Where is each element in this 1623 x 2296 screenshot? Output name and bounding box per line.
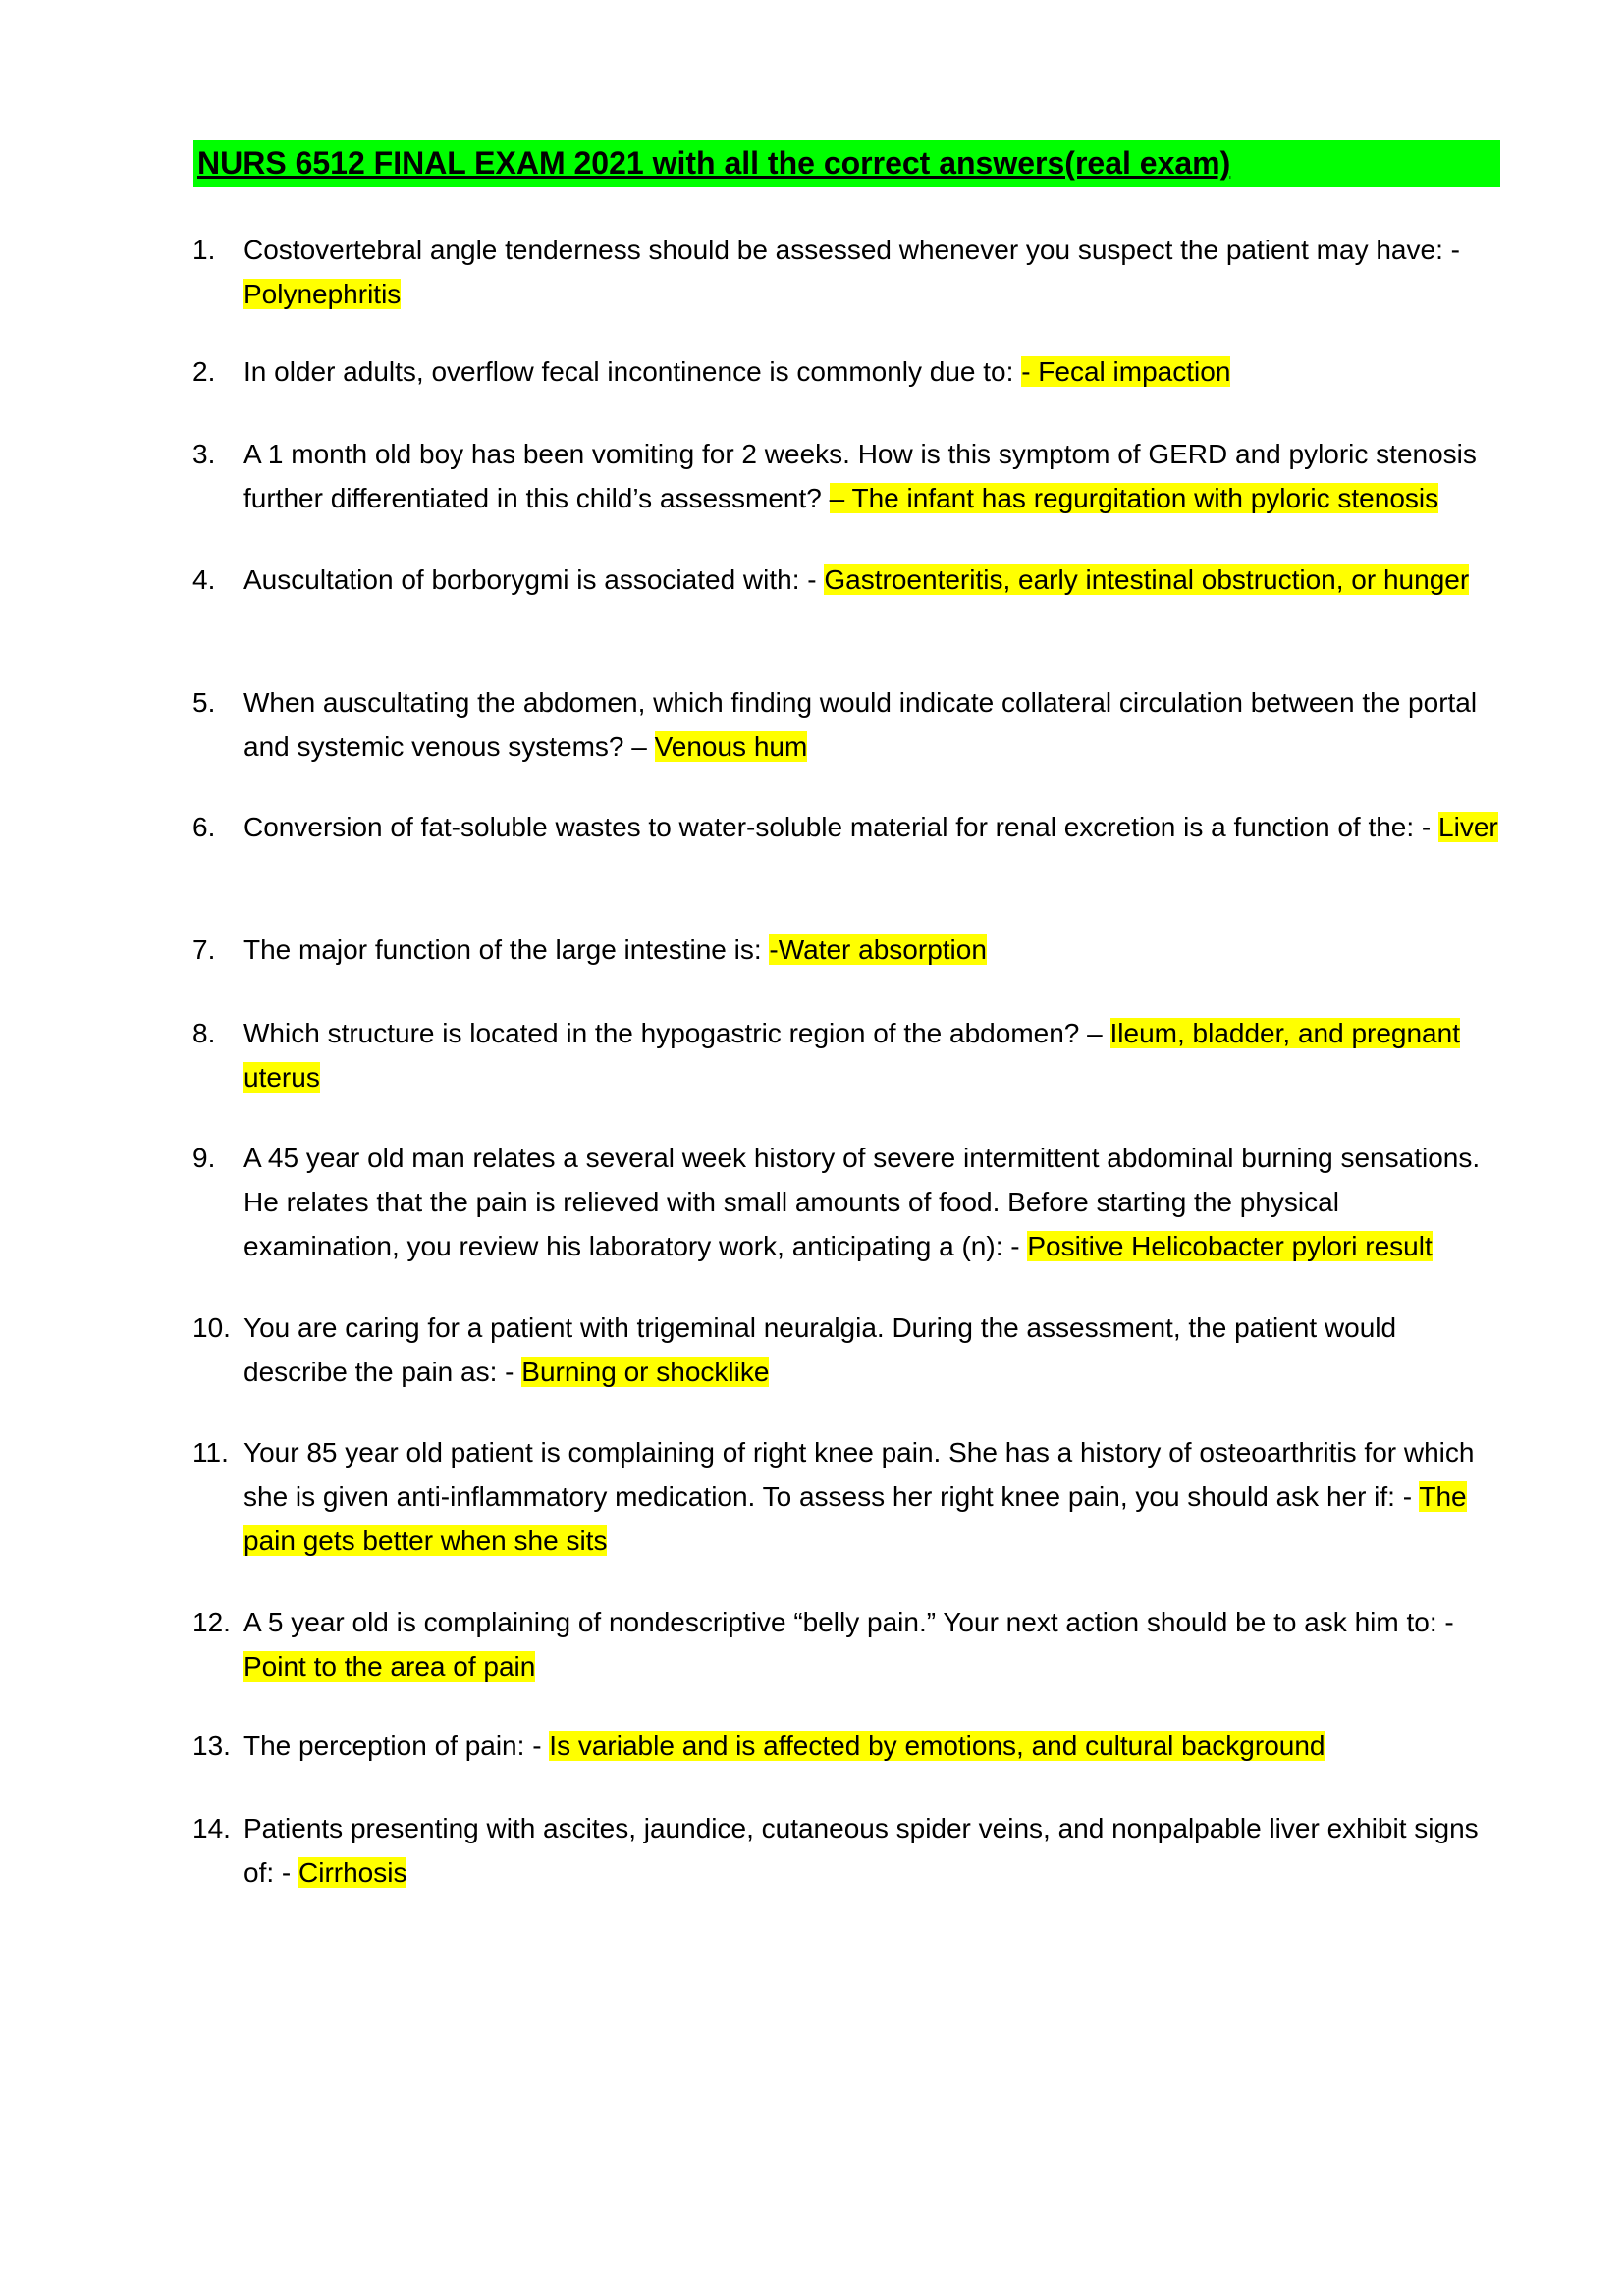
answer-highlight: Is variable and is affected by emotions, and cultural background xyxy=(549,1731,1325,1761)
question-prompt: Patients presenting with ascites, jaundice, cutaneous spider veins, and nonpalpable liver exhibit signs of: - xyxy=(243,1813,1479,1888)
question-body xyxy=(243,1306,1502,1394)
question-number: 7. xyxy=(192,934,216,965)
answer-highlight: Burning or shocklike xyxy=(521,1357,770,1387)
question-body xyxy=(243,1136,1502,1268)
question-body xyxy=(243,1724,1502,1768)
question-number: 12. xyxy=(192,1607,231,1637)
question-number: 4. xyxy=(192,564,216,595)
answer-highlight: Polynephritis xyxy=(243,279,402,309)
answer-highlight: Venous hum xyxy=(654,731,808,762)
question-number: 6. xyxy=(192,812,216,842)
question-prompt: Conversion of fat-soluble wastes to water-soluble material for renal excretion is a function of the: - xyxy=(243,812,1432,842)
answer-highlight: Cirrhosis xyxy=(298,1857,407,1888)
answer-highlight: - Fecal impaction xyxy=(1021,356,1231,387)
question-number: 8. xyxy=(192,1018,216,1048)
answer-highlight: Liver xyxy=(1438,812,1498,842)
question-body xyxy=(243,805,1502,849)
document-title: NURS 6512 FINAL EXAM 2021 with all the correct answers(real exam) xyxy=(197,145,1231,181)
question-prompt: A 1 month old boy has been vomiting for 2 weeks. How is this symptom of GERD and pyloric stenosis further differentiated in this child’s assessment? xyxy=(243,439,1477,513)
answer-highlight: Ileum, bladder, and pregnant uterus xyxy=(243,1018,1460,1093)
question-number: 13. xyxy=(192,1731,231,1761)
question-prompt: A 5 year old is complaining of nondescriptive “belly pain.” Your next action should be to ask him to: - xyxy=(243,1607,1454,1637)
question-prompt: Which structure is located in the hypogastric region of the abdomen? – xyxy=(243,1018,1103,1048)
question-prompt: Costovertebral angle tenderness should be assessed whenever you suspect the patient may have: - xyxy=(243,235,1460,265)
answer-highlight: Point to the area of pain xyxy=(243,1651,536,1682)
question-number: 9. xyxy=(192,1143,216,1173)
question-body xyxy=(243,558,1502,602)
question-prompt: In older adults, overflow fecal incontinence is commonly due to: xyxy=(243,356,1014,387)
answer-highlight: The pain gets better when she sits xyxy=(243,1481,1467,1556)
question-prompt: When auscultating the abdomen, which finding would indicate collateral circulation between the portal and systemic venous systems? – xyxy=(243,687,1478,762)
question-body xyxy=(243,432,1502,520)
question-body xyxy=(243,680,1502,769)
question-prompt: You are caring for a patient with trigeminal neuralgia. During the assessment, the patient would describe the pain as: - xyxy=(243,1312,1397,1387)
answer-highlight: Gastroenteritis, early intestinal obstruction, or hunger xyxy=(824,564,1470,595)
question-prompt: Your 85 year old patient is complaining of right knee pain. She has a history of osteoarthritis for which she is given anti-inflammatory medication. To assess her right knee pain, you should ask her if: - xyxy=(243,1437,1475,1512)
question-prompt: A 45 year old man relates a several week history of severe intermittent abdominal burning sensations. He relates that the pain is relieved with small amounts of food. Before starting the physical examination, you review his laboratory work, anticipating a (n): - xyxy=(243,1143,1481,1261)
question-number: 10. xyxy=(192,1312,231,1343)
question-number: 11. xyxy=(192,1437,229,1468)
question-body xyxy=(243,349,1502,394)
title-highlight xyxy=(193,140,1500,187)
question-prompt: The major function of the large intestine is: xyxy=(243,934,762,965)
question-body xyxy=(243,228,1502,316)
question-number: 1. xyxy=(192,235,216,265)
question-body xyxy=(243,1806,1502,1895)
question-body xyxy=(243,1011,1502,1099)
question-number: 14. xyxy=(192,1813,231,1843)
question-number: 3. xyxy=(192,439,216,469)
question-body xyxy=(243,928,1502,972)
question-prompt: The perception of pain: - xyxy=(243,1731,542,1761)
question-prompt: Auscultation of borborygmi is associated with: - xyxy=(243,564,817,595)
answer-highlight: -Water absorption xyxy=(769,934,987,965)
question-number: 5. xyxy=(192,687,216,718)
answer-highlight: – The infant has regurgitation with pyloric stenosis xyxy=(829,483,1439,513)
answer-highlight: Positive Helicobacter pylori result xyxy=(1027,1231,1433,1261)
question-body xyxy=(243,1600,1502,1688)
question-number: 2. xyxy=(192,356,216,387)
question-body xyxy=(243,1430,1502,1563)
